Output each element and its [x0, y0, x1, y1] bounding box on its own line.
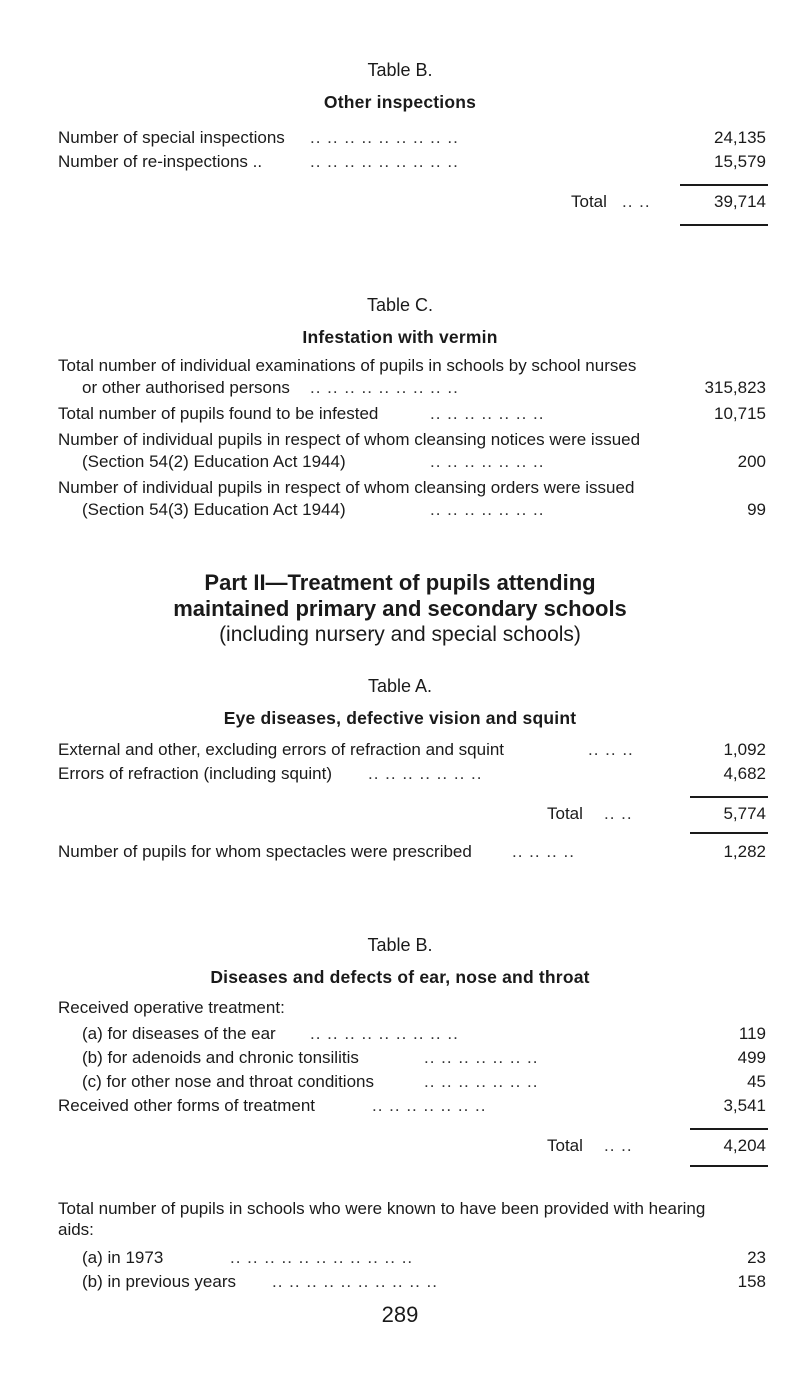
row-value: 1,282	[723, 842, 766, 861]
part2-title-line1: Part II—Treatment of pupils attending	[204, 570, 596, 595]
leader-dots: .. .. .. .. .. .. ..	[430, 452, 545, 471]
row-value: 200	[737, 452, 766, 471]
table-row	[0, 1094, 800, 1118]
table-row	[0, 1270, 800, 1294]
row-value: 315,823	[704, 378, 766, 397]
table-c-subheading: Infestation with vermin	[302, 327, 498, 347]
total-row	[0, 802, 800, 826]
leader-dots: .. ..	[604, 1136, 633, 1155]
total-rule	[690, 1165, 768, 1167]
leader-dots: .. .. .. .. .. .. ..	[430, 404, 545, 423]
table-b1-subheading: Other inspections	[323, 92, 477, 112]
table-c-row4-line1: Number of individual pupils in respect of whom cleansing orders were issued	[58, 478, 635, 497]
table-c-row3-line1: Number of individual pupils in respect of whom cleansing notices were issued	[58, 430, 641, 449]
table-row	[0, 402, 800, 426]
leader-dots: .. .. .. .. .. .. .. .. .. .. ..	[230, 1248, 414, 1267]
leader-dots: .. .. .. .. .. .. ..	[424, 1048, 539, 1067]
row-value: 1,092	[723, 740, 766, 759]
subtotal-rule	[690, 796, 768, 798]
table-row	[0, 126, 800, 150]
row-value: 158	[737, 1272, 766, 1291]
part2-title-line2: maintained primary and secondary schools	[173, 596, 627, 621]
leader-dots: .. .. .. .. .. .. .. .. ..	[310, 152, 459, 171]
table-row	[0, 738, 800, 762]
row-label: (a) for diseases of the ear	[82, 1024, 276, 1043]
leader-dots: .. .. .. .. .. .. ..	[372, 1096, 487, 1115]
row-label: Received other forms of treatment	[58, 1096, 316, 1115]
table-row	[0, 376, 800, 400]
table-b2-heading: Table B.	[367, 935, 433, 955]
row-label: Total number of pupils found to be infested	[58, 404, 379, 423]
row-value: 119	[738, 1024, 766, 1043]
row-value: 23	[747, 1248, 766, 1267]
row-value: 3,541	[723, 1096, 766, 1115]
row-label: (Section 54(2) Education Act 1944)	[82, 452, 346, 471]
table-row	[0, 1246, 800, 1270]
row-value: 45	[747, 1072, 766, 1091]
leader-dots: .. .. .. .. .. .. .. .. ..	[310, 1024, 459, 1043]
row-label: (Section 54(3) Education Act 1944)	[82, 500, 346, 519]
row-label: or other authorised persons	[82, 378, 290, 397]
table-row	[0, 1070, 800, 1094]
table-a-subheading: Eye diseases, defective vision and squint	[223, 708, 577, 728]
total-label: Total	[571, 192, 607, 211]
table-b2-subheading: Diseases and defects of ear, nose and throat	[210, 967, 590, 987]
table-b1-heading: Table B.	[367, 60, 433, 80]
row-label: (b) in previous years	[82, 1272, 237, 1291]
total-value: 4,204	[723, 1136, 766, 1155]
total-rule	[680, 224, 768, 226]
total-label: Total	[547, 1136, 583, 1155]
row-value: 99	[747, 500, 766, 519]
leader-dots: .. .. .. ..	[512, 842, 575, 861]
row-value: 24,135	[714, 128, 766, 147]
leader-dots: .. .. .. .. .. .. ..	[368, 764, 483, 783]
leader-dots: .. ..	[622, 192, 651, 211]
page-number: 289	[381, 1302, 419, 1327]
subtotal-rule	[690, 1128, 768, 1130]
row-label: Number of special inspections	[58, 128, 285, 147]
leader-dots: .. ..	[604, 804, 633, 823]
hearing-aids-line2: aids:	[58, 1220, 94, 1239]
total-label: Total	[547, 804, 583, 823]
table-row	[0, 1046, 800, 1070]
table-row	[0, 450, 800, 474]
leader-dots: .. .. .. .. .. .. ..	[430, 500, 545, 519]
part2-title-line3: (including nursery and special schools)	[219, 623, 581, 646]
total-rule	[690, 832, 768, 834]
hearing-aids-line1: Total number of pupils in schools who were known to have been provided with hearing	[58, 1199, 706, 1218]
table-b2-intro: Received operative treatment:	[58, 998, 285, 1017]
leader-dots: .. .. .. .. .. .. .. .. .. ..	[272, 1272, 438, 1291]
row-label: Errors of refraction (including squint)	[58, 764, 333, 783]
row-value: 15,579	[714, 152, 766, 171]
row-value: 10,715	[714, 404, 766, 423]
table-c-row1-line1: Total number of individual examinations of pupils in schools by school nurses	[58, 356, 637, 375]
table-row	[0, 498, 800, 522]
table-row	[0, 762, 800, 786]
total-row	[0, 190, 800, 214]
table-row	[0, 1022, 800, 1046]
total-value: 39,714	[714, 192, 766, 211]
row-label: (a) in 1973	[82, 1248, 164, 1267]
total-row	[0, 1134, 800, 1158]
table-c-heading: Table C.	[366, 295, 434, 315]
total-value: 5,774	[723, 804, 766, 823]
leader-dots: .. .. .. .. .. .. .. .. ..	[310, 378, 459, 397]
row-label: (b) for adenoids and chronic tonsilitis	[82, 1048, 359, 1067]
table-row	[0, 150, 800, 174]
row-value: 499	[737, 1048, 766, 1067]
leader-dots: .. .. .. .. .. .. ..	[424, 1072, 539, 1091]
row-label: (c) for other nose and throat conditions	[82, 1072, 374, 1091]
row-label: Number of pupils for whom spectacles were prescribed	[58, 842, 472, 861]
table-row	[0, 840, 800, 864]
row-label: External and other, excluding errors of refraction and squint	[58, 740, 505, 759]
leader-dots: .. .. ..	[588, 740, 634, 759]
leader-dots: .. .. .. .. .. .. .. .. ..	[310, 128, 459, 147]
row-value: 4,682	[723, 764, 766, 783]
subtotal-rule	[680, 184, 768, 186]
table-a-heading: Table A.	[367, 676, 433, 696]
row-label: Number of re-inspections ..	[58, 152, 263, 171]
